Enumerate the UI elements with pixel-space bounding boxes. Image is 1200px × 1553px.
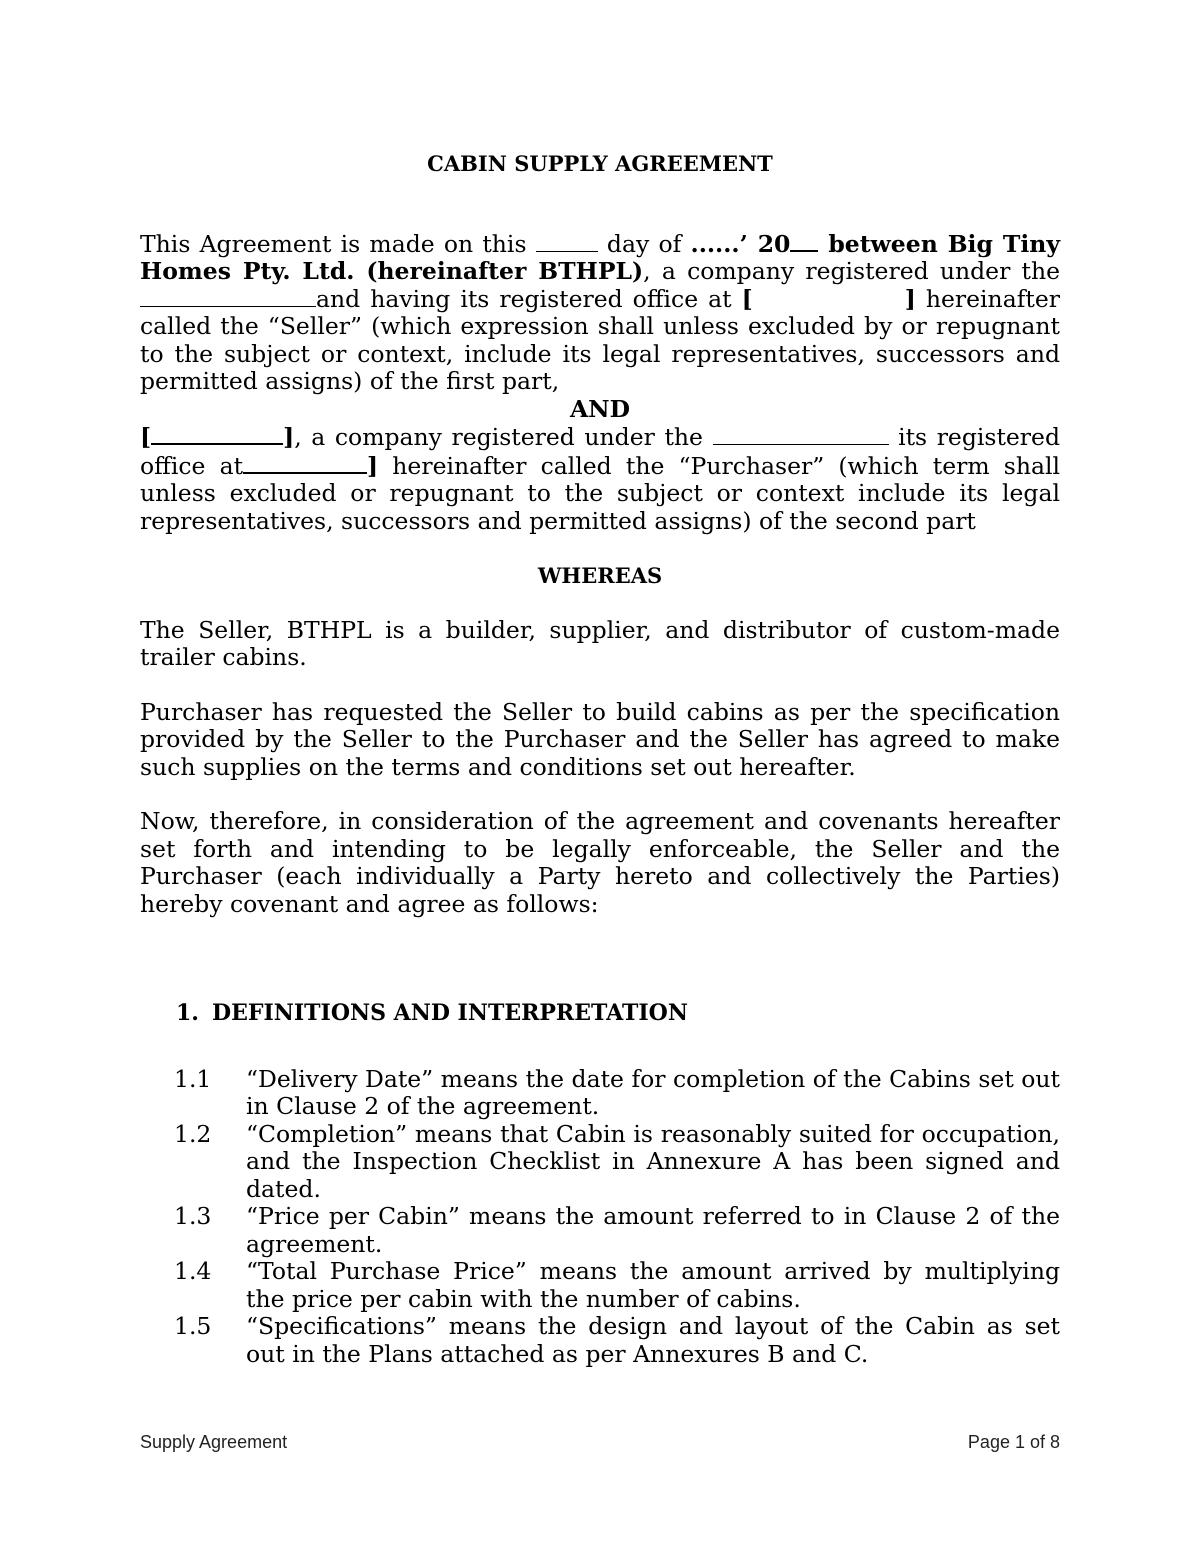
intro-text: hereinafter called the “Seller” (which expression shall unless excluded by or repugnant to the subject or context, include its legal representatives, successors and permitted assigns) of the first part, <box>140 284 1060 395</box>
definition-item <box>140 1203 1060 1258</box>
definition-item <box>140 1066 1060 1121</box>
whereas-paragraph: Now, therefore, in consideration of the agreement and covenants hereafter set forth and intending to be legally enforceable, the Seller and the Purchaser (each individually a Party hereto and collectively the Parties) hereby covenant and agree as follows: <box>140 807 1060 918</box>
spacer <box>140 781 1060 808</box>
intro-text: , a company registered under the <box>643 257 1061 285</box>
intro-text: day of <box>597 229 691 258</box>
registry-blank <box>140 286 316 307</box>
footer-document-name: Supply Agreement <box>140 1432 288 1452</box>
and-divider: AND <box>569 394 631 423</box>
year-blank <box>790 230 818 252</box>
whereas-paragraph: Purchaser has requested the Seller to build cabins as per the specification provided by the Seller to the Purchaser and the Seller has agreed to make such supplies on the terms and conditions set out hereafter. <box>140 697 1060 781</box>
seller-name: between Big Tiny Homes Pty. Ltd. (hereinafter BTHPL) <box>140 229 1060 285</box>
intro-text: its registered office at <box>140 423 1060 480</box>
footer-page-number: Page 1 of 8 <box>967 1432 1060 1452</box>
document-title: CABIN SUPPLY AGREEMENT <box>427 151 773 176</box>
intro-text: , a company registered under the <box>294 423 713 451</box>
day-blank <box>536 231 598 252</box>
whereas-heading: WHEREAS <box>537 563 663 588</box>
section-number: 1. <box>176 1000 199 1026</box>
spacer <box>140 918 1060 1000</box>
definition-item <box>140 1121 1060 1204</box>
bracket-close: ] <box>283 423 295 451</box>
definition-number: 1.2 <box>174 1119 212 1148</box>
intro-text: and having its registered office at <box>316 284 742 313</box>
spacer <box>140 672 1060 699</box>
section-title: DEFINITIONS AND INTERPRETATION <box>212 1000 688 1026</box>
definition-item <box>140 1258 1060 1313</box>
definitions-list <box>140 1066 1060 1369</box>
intro-text: This Agreement is made on this <box>140 229 536 258</box>
bracket-open: [ <box>140 423 152 451</box>
definition-item <box>140 1313 1060 1368</box>
definition-number: 1.3 <box>174 1202 212 1230</box>
bracket-close: ] <box>367 451 379 480</box>
purchaser-name-blank <box>151 423 283 445</box>
registry-blank <box>713 424 889 445</box>
spacer <box>140 535 1060 562</box>
definition-text: “Total Purchase Price” means the amount arrived by multiplying the price per cabin with the number of cabins. <box>246 1257 1060 1313</box>
definition-text: “Completion” means that Cabin is reasonably suited for occupation, and the Inspection Checklist in Annexure A has been signed and dated. <box>246 1119 1060 1203</box>
intro-paragraph-seller <box>140 230 1060 396</box>
intro-text: hereinafter called the “Purchaser” (which term shall unless excluded or repugnant to the subject or context include its legal representatives, successors and permitted assigns) of the second part <box>140 451 1060 535</box>
intro-paragraph-purchaser <box>140 423 1060 535</box>
office-blank <box>243 452 367 474</box>
page-footer <box>140 1432 1060 1453</box>
definition-number: 1.1 <box>174 1064 212 1093</box>
date-text: ......’ 20 <box>690 229 791 258</box>
document-body <box>140 150 1060 1368</box>
section-heading <box>176 1000 1060 1028</box>
definition-number: 1.5 <box>174 1312 212 1340</box>
definition-number: 1.4 <box>174 1257 212 1285</box>
definition-text: “Price per Cabin” means the amount referred to in Clause 2 of the agreement. <box>246 1202 1060 1258</box>
bracket-close: ] <box>904 284 916 313</box>
bracket-open: [ <box>741 284 753 313</box>
definition-text: “Specifications” means the design and layout of the Cabin as set out in the Plans attached as per Annexures B and C. <box>246 1312 1060 1368</box>
definition-text: “Delivery Date” means the date for completion of the Cabins set out in Clause 2 of the agreement. <box>246 1064 1060 1120</box>
whereas-paragraph: The Seller, BTHPL is a builder, supplier, and distributor of custom-made trailer cabins. <box>140 615 1060 671</box>
